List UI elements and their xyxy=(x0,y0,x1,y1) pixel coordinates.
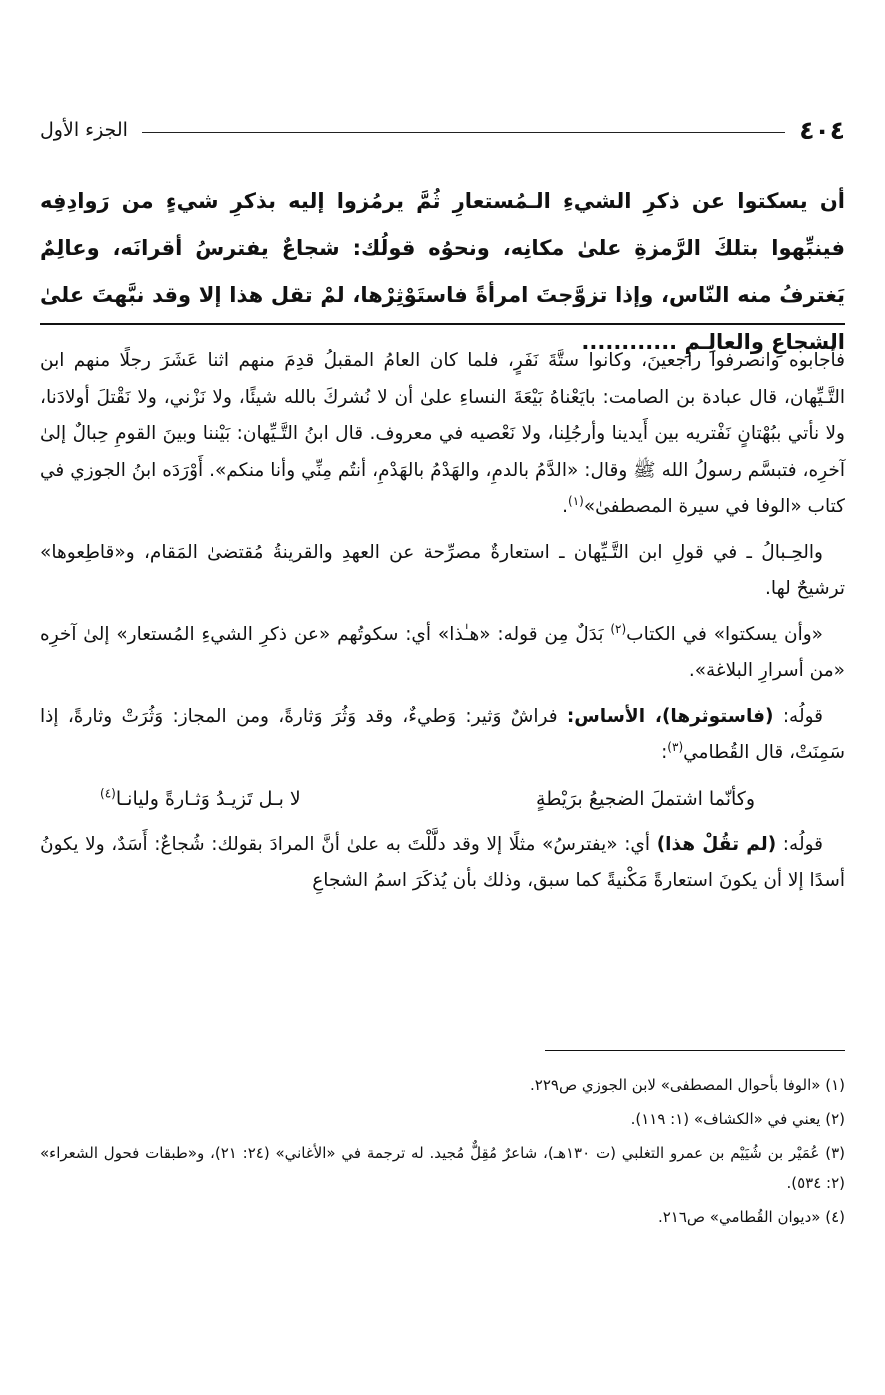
footnote-divider xyxy=(545,1050,845,1051)
running-header xyxy=(40,112,845,148)
paragraph-lead: قولُه: xyxy=(773,705,824,727)
footnotes xyxy=(40,1070,845,1236)
commentary-paragraph-3 xyxy=(40,617,845,690)
commentary-paragraph-2: والحِـبالُ ـ في قولِ ابن التَّـيِّهان ـ استعارةٌ مصرِّحة عن العهدِ والقرينةُ مُقتضىٰ المَقام، و«قاطِعوها» ترشيحٌ لها. xyxy=(40,541,845,599)
hemistich-text: لا بـل تَزيـدُ وَثـارةً وليانـا xyxy=(115,787,301,810)
poem-verse xyxy=(40,781,845,817)
commentary-paragraph-4 xyxy=(40,699,845,772)
commentary xyxy=(40,343,845,909)
poem-hemistich-1: وكأنّما اشتملَ الضجيعُ برَيْطةٍ xyxy=(536,787,755,810)
commentary-paragraph-1 xyxy=(40,343,845,526)
paragraph-text: فراشٌ وَثير: وَطيءٌ، وقد وَثُرَ وَثارةً، ومن المجاز: وَثُرَتْ وثارةً، إذا سَمِنَتْ، قال القُطامي xyxy=(40,705,845,763)
paragraph-lead: قولُه: xyxy=(776,833,824,855)
footnote-4: (٤) «ديوان القُطامي» ص٢١٦. xyxy=(657,1208,845,1226)
main-text-divider xyxy=(40,323,845,325)
footnote-2: (٢) يعني في «الكشاف» (١: ١١٩). xyxy=(630,1110,845,1128)
paragraph-text: أي: «يفترسُ» مثلًا إلا وقد دلَّلْتَ به علىٰ أنَّ المرادَ بقولك: شُجاعٌ: أَسَدٌ، ولا يكونُ أسدًا إلا أن يكونَ استعارةً مَكْنيةً كما سبق، وذلك بأن يُذكَرَ اسمُ الشجاعِ xyxy=(40,833,845,891)
poem-hemistich-2 xyxy=(100,781,301,817)
commentary-paragraph-5 xyxy=(40,827,845,900)
header-rule xyxy=(142,132,785,133)
paragraph-end: : xyxy=(661,742,668,763)
footnote-ref-3: (٣) xyxy=(667,739,684,754)
book-page xyxy=(40,0,845,1395)
volume-label: الجزء الأول xyxy=(40,119,128,141)
page-number: ٤٠٤ xyxy=(799,115,845,145)
main-text: أن يسكتوا عن ذكرِ الشيءِ الـمُستعارِ ثُمَّ يرمُزوا إليه بذكرِ شيءٍ من رَوادِفِه فينبِّهوا بتلكَ الرَّمزةِ علىٰ مكانِه، ونحوُه قولُك: شجاعٌ يفترسُ أقرانَه، وعالِمٌ يَغترفُ منه النّاس، وإذا تزوَّجتَ امرأةً فاستَوْثِرْها، لمْ تقل هذا إلا وقد نبَّهتَ علىٰ الشجاعِ والعالِـمِ ............ xyxy=(40,189,845,354)
paragraph-text: «وأن يسكتوا» في الكتاب xyxy=(626,623,823,645)
footnote-ref-2: (٢) xyxy=(610,621,627,636)
footnote-3: (٣) عُمَيْر بن شُيَيْم بن عمرو التغلبي (ت ١٣٠هـ)، شاعرٌ مُقِلٌّ مُجيد. له ترجمة في «الأغاني» (٢٤: ٢١)، و«طبقات فحول الشعراء» (٢: ٥٣٤). xyxy=(40,1144,845,1192)
footnote-1: (١) «الوفا بأحوال المصطفى» لابن الجوزي ص٢٢٩. xyxy=(530,1076,845,1094)
paragraph-end: . xyxy=(562,496,569,517)
footnote-ref-1: (١) xyxy=(568,493,584,508)
quoted-term: (لم تقُلْ هذا) xyxy=(656,833,777,855)
quoted-term: (فاستوثرها)، الأساس: xyxy=(566,705,774,727)
paragraph-text-cont: بَدَلٌ مِن قوله: «هـٰذا» أي: سكوتُهم «عن ذكرِ الشيءِ المُستعار» إلىٰ آخرِه «من أسرارِ البلاغة». xyxy=(40,623,845,681)
paragraph-text: فأجابوه وانصرفوا راجعينَ، وكانوا ستَّةَ نَفَرٍ، فلما كان العامُ المقبلُ قدِمَ منهم اثنا عَشَرَ رجلًا منهم ابن التَّـيِّهان، قال عبادة بن الصامت: بايَعْناهُ بَيْعَةَ النساءِ علىٰ أن لا نُشركَ بالله شيئًا، ولا نَزْني، ولا نَقْتلَ أولادَنا، ولا نأتي ببُهْتانٍ نَفْتريه بين أَيدينا وأرجُلِنا، ولا نَعْصيه في معروف. قال ابنُ التَّـيِّهان: بَيْننا وبينَ القومِ حِبالٌ إلىٰ آخرِه، فتبسَّم رسولُ الله ﷺ وقال: «الدَّمُ بالدمِ، والهَدْمُ بالهَدْمِ، أنتُم مِنِّي وأنا منكم». أَوْرَدَه ابنُ الجوزي في كتاب «الوفا في سيرة المصطفىٰ» xyxy=(40,350,845,517)
footnote-ref-4: (٤) xyxy=(100,786,116,801)
